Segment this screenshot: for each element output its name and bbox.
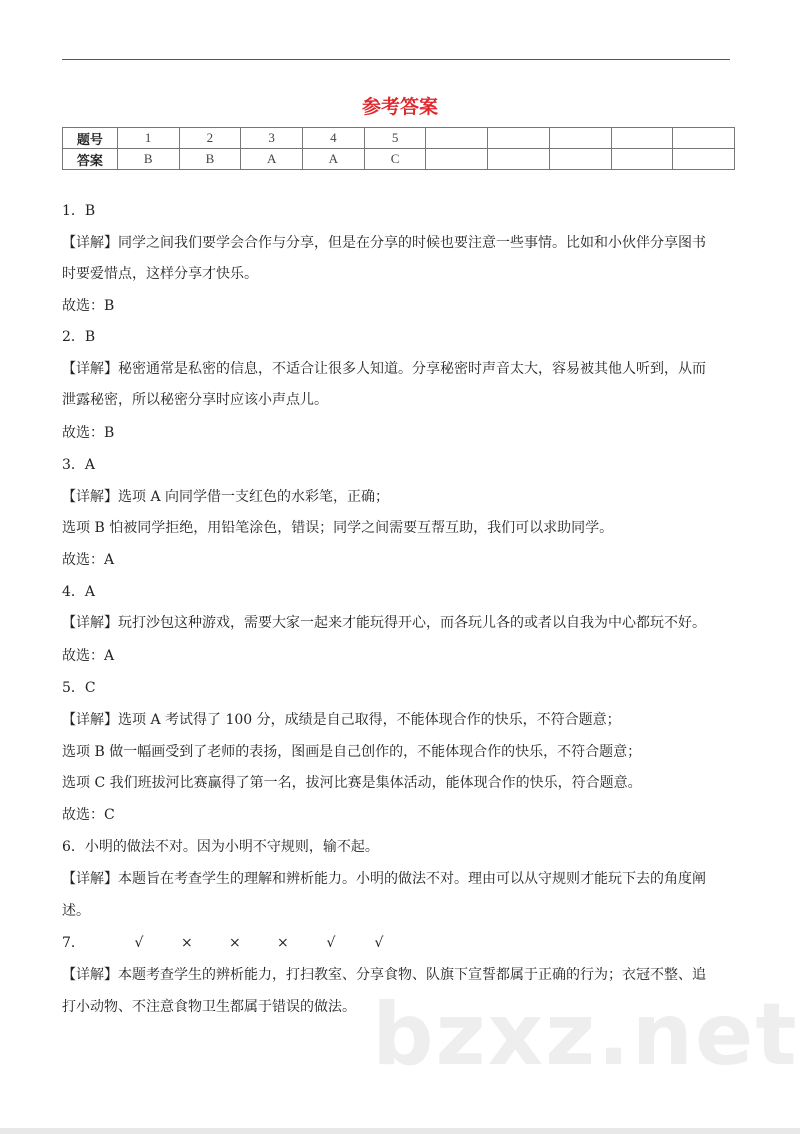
answer-line: 打小动物、不注意食物卫生都属于错误的做法。 — [62, 999, 356, 1015]
table-cell: 4 — [303, 128, 365, 149]
answer-line: 【详解】选项 A 考试得了 100 分，成绩是自己取得，不能体现合作的快乐，不符合题意； — [62, 712, 621, 728]
answer-line: 选项 B 做一幅画受到了老师的表扬，图画是自己创作的，不能体现合作的快乐，不符合题意； — [62, 744, 642, 760]
table-cell — [673, 128, 735, 149]
table-cell — [673, 149, 735, 170]
answer-line: 故选：B — [62, 298, 115, 314]
table-cell: 3 — [241, 128, 303, 149]
answer-line: 2．B — [62, 329, 96, 345]
cross-mark: × — [229, 935, 241, 951]
answer-line: 【详解】选项 A 向同学借一支红色的水彩笔，正确； — [62, 489, 390, 505]
table-cell: B — [179, 149, 241, 170]
page-title: 参考答案 — [361, 96, 438, 118]
table-cell — [488, 128, 550, 149]
answer-line: 时要爱惜点，这样分享才快乐。 — [62, 266, 258, 282]
check-mark: √ — [326, 935, 336, 951]
answer-line: 故选：A — [62, 552, 115, 568]
answer-line: 【详解】同学之间我们要学会合作与分享，但是在分享的时候也要注意一些事情。比如和小伙伴分享图书 — [62, 235, 706, 251]
page-edge — [0, 1128, 800, 1134]
answer-line: 【详解】秘密通常是私密的信息，不适合让很多人知道。分享秘密时声音太大，容易被其他人听到，从而 — [62, 361, 706, 377]
table-cell: 1 — [117, 128, 179, 149]
table-cell: 5 — [364, 128, 426, 149]
answer-line: 6．小明的做法不对。因为小明不守规则，输不起。 — [62, 839, 379, 855]
header-rule — [62, 59, 730, 60]
table-cell — [611, 128, 673, 149]
answer-line: 述。 — [62, 903, 90, 919]
answer-line: 故选：B — [62, 425, 115, 441]
table-cell — [611, 149, 673, 170]
table-cell — [426, 149, 488, 170]
table-cell: 2 — [179, 128, 241, 149]
cross-mark: × — [181, 935, 193, 951]
watermark: bzxz.net — [372, 985, 799, 1085]
table-cell — [488, 149, 550, 170]
answer-line: 【详解】本题考查学生的辨析能力，打扫教室、分享食物、队旗下宣誓都属于正确的行为；衣冠不整、追 — [62, 967, 706, 983]
table-cell — [549, 128, 611, 149]
answer-line: 【详解】本题旨在考查学生的理解和辨析能力。小明的做法不对。理由可以从守规则才能玩下去的角度阐 — [62, 871, 706, 887]
table-cell: A — [303, 149, 365, 170]
answer-line: 选项 C 我们班拔河比赛赢得了第一名，拔河比赛是集体活动，能体现合作的快乐，符合题意。 — [62, 775, 642, 791]
table-row-answers — [63, 149, 735, 170]
answer-line: 1．B — [62, 203, 96, 219]
answer-line: 3．A — [62, 457, 96, 473]
answer-line: 泄露秘密，所以秘密分享时应该小声点儿。 — [62, 392, 328, 408]
table-row-numbers — [63, 128, 735, 149]
table-cell: C — [364, 149, 426, 170]
check-mark: √ — [134, 935, 144, 951]
row-header: 题号 — [63, 128, 118, 149]
answer-line: 5．C — [62, 680, 96, 696]
check-mark: √ — [374, 935, 384, 951]
answer-line: 4．A — [62, 584, 96, 600]
table-cell — [426, 128, 488, 149]
answer-line: 故选：A — [62, 648, 115, 664]
answer-table — [62, 127, 735, 170]
row-header: 答案 — [63, 149, 118, 170]
answer-line: 故选：C — [62, 807, 115, 823]
answer-line-q7 — [62, 932, 403, 952]
table-cell: A — [241, 149, 303, 170]
cross-mark: × — [277, 935, 289, 951]
table-cell: B — [117, 149, 179, 170]
table-cell — [549, 149, 611, 170]
answer-line: 【详解】玩打沙包这种游戏，需要大家一起来才能玩得开心，而各玩儿各的或者以自我为中心都玩不好。 — [62, 615, 706, 631]
q7-label: 7． — [62, 935, 85, 951]
answer-line: 选项 B 怕被同学拒绝，用铅笔涂色，错误；同学之间需要互帮互助，我们可以求助同学。 — [62, 520, 614, 536]
